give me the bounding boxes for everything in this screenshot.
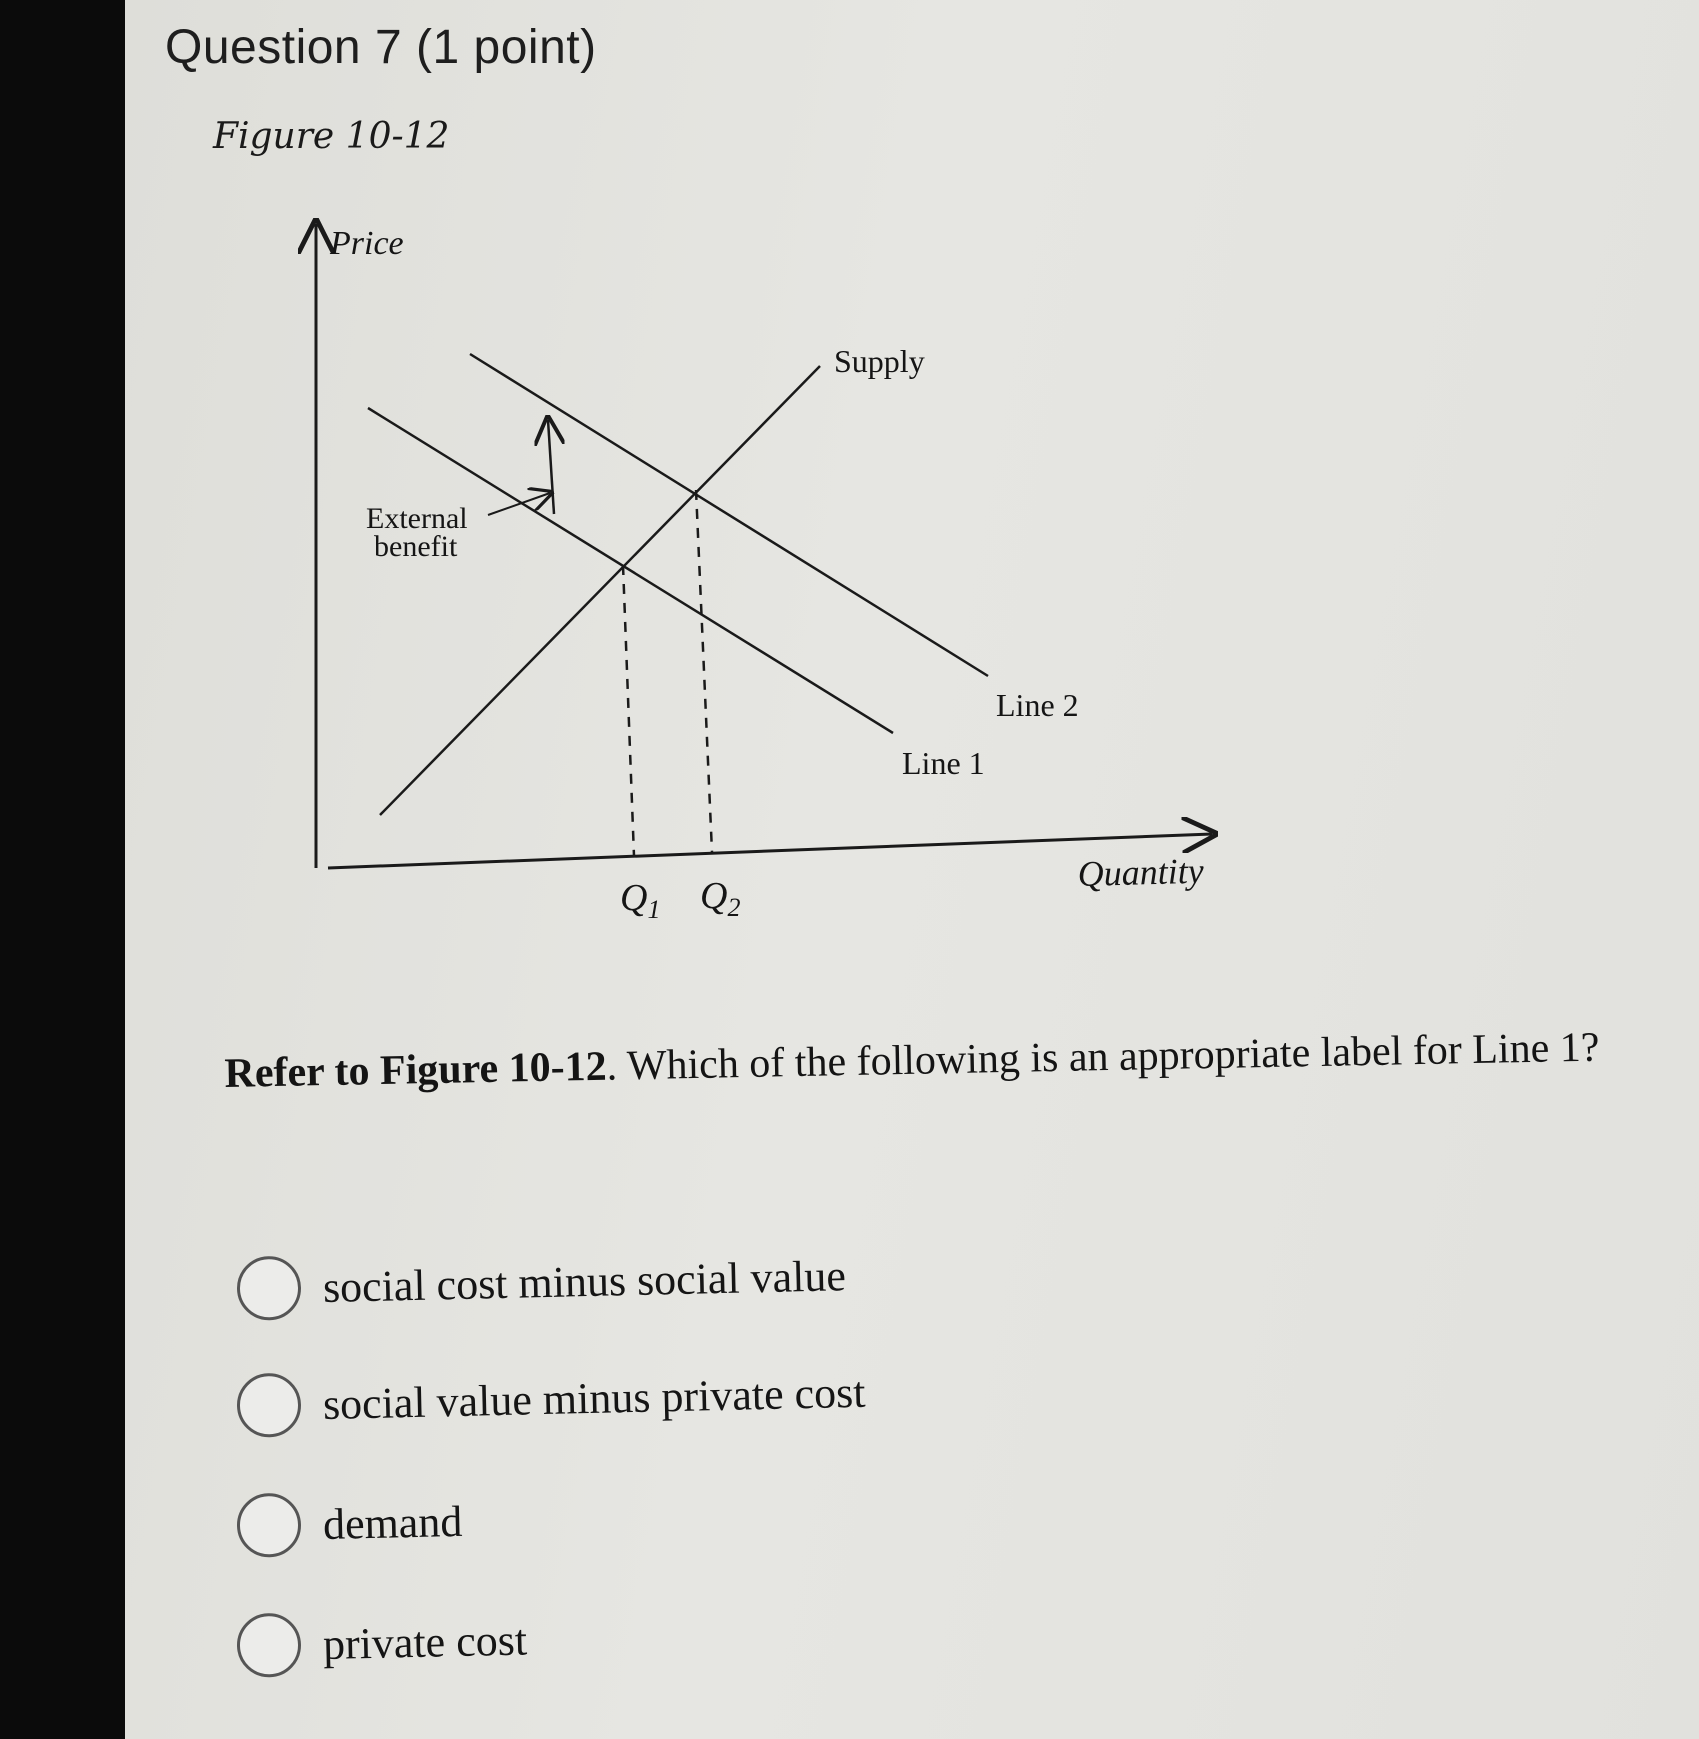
prompt-text: . Which of the following is an appropriate label for Line 1? xyxy=(606,1024,1600,1090)
q1-label: $Q_1$ xyxy=(620,877,661,924)
choice-option-3[interactable] xyxy=(236,1489,463,1558)
external-benefit-arrow xyxy=(548,420,554,514)
x-axis-label: Quantity xyxy=(1077,850,1205,894)
external-benefit-label-line2: benefit xyxy=(374,530,458,563)
line-2-label: Line 2 xyxy=(996,687,1079,723)
choice-label: social cost minus social value xyxy=(322,1250,847,1312)
choice-label: social value minus private cost xyxy=(322,1367,866,1429)
line-1 xyxy=(368,408,893,733)
choice-option-4[interactable] xyxy=(236,1607,527,1678)
figure-reference: Refer to Figure 10-12 xyxy=(224,1043,608,1098)
supply-label: Supply xyxy=(834,343,925,379)
q1-dashed-line xyxy=(623,565,634,856)
external-benefit-pointer xyxy=(488,493,550,515)
line-2 xyxy=(470,354,988,676)
q2-dashed-line xyxy=(696,490,712,852)
radio-button[interactable] xyxy=(236,1493,301,1558)
question-number: Question 7 xyxy=(165,21,403,74)
radio-button[interactable] xyxy=(236,1613,301,1678)
line-1-label: Line 1 xyxy=(902,745,985,781)
question-points: (1 point) xyxy=(416,21,597,74)
y-axis-label: Price xyxy=(330,225,404,262)
choice-label: private cost xyxy=(322,1614,528,1669)
external-benefit-label-line1: External xyxy=(366,502,468,535)
figure-label: Figure 10-12 xyxy=(213,116,450,157)
q2-label: $Q_2$ xyxy=(700,875,741,922)
choice-label: demand xyxy=(322,1496,463,1549)
radio-button[interactable] xyxy=(236,1256,301,1321)
radio-button[interactable] xyxy=(236,1373,301,1438)
